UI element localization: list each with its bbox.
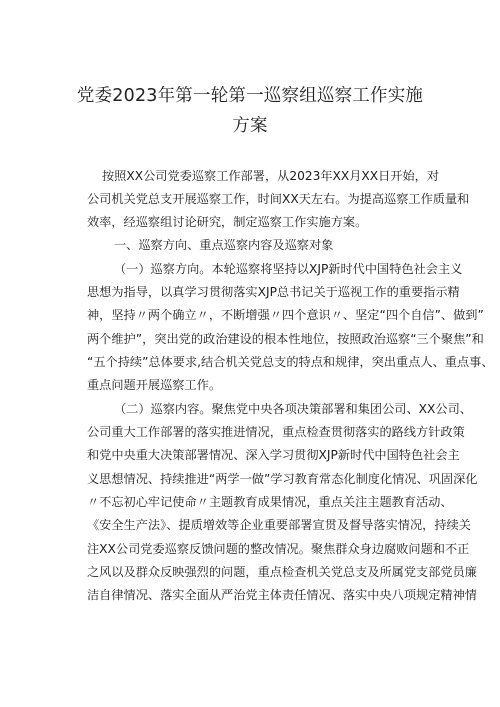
body-line: 洁自律情况、落实全面从严治党主体责任情况、落实中央八项规定精神情: [87, 588, 477, 602]
body-line: 之风以及群众反映强烈的问题，重点检查机关党总支及所属党支部党员廉: [87, 565, 477, 579]
body-line: 按照XX公司党委巡察工作部署，从2023年XX月XX日开始，对: [102, 169, 440, 183]
body-line: 〃不忘初心牢记使命〃主题教育成果情况，重点关注主题教育活动、: [87, 495, 453, 509]
document-title-line-1: 党委2023年第一轮第一巡察组巡察工作实施: [76, 86, 424, 106]
body-line: 重点问题开展巡察工作。: [87, 378, 222, 392]
document-title-line-2: 方案: [232, 116, 268, 136]
body-line: 公司重大工作部署的落实推进情况，重点检查贯彻落实的路线方针政策: [87, 425, 465, 439]
body-line: 效率，经巡察组讨论研究，制定巡察工作实施方案。: [87, 215, 368, 229]
section-heading: 一、巡察方向、重点巡察内容及巡察对象: [114, 238, 334, 252]
body-line: 两个维护”，突出党的政治建设的根本性地位，按照政治巡察“三个聚焦”和: [87, 332, 484, 346]
body-line: “五个持续”总体要求,结合机关党总支的特点和规律，突出重点人、重点事、: [87, 355, 494, 369]
body-line: 公司机关党总支开展巡察工作，时间XX天左右。为提高巡察工作质量和: [87, 192, 470, 206]
body-line: 思想为指导，以真学习贯彻落实XJP总书记关于巡视工作的重要指示精: [87, 285, 460, 299]
body-line: 注XX公司党委巡察反馈问题的整改情况。聚焦群众身边腐败问题和不正: [87, 542, 470, 556]
body-line: 神，坚持〃两个确立〃，不断增强〃四个意识〃、坚定“四个自信”、做到”: [87, 308, 484, 322]
body-line: （一）巡察方向。本轮巡察将坚持以XJP新时代中国特色社会主义: [114, 262, 463, 276]
body-line: 义思想情况、持续推进“两学一做”学习教育常态化制度化情况、巩固深化: [87, 472, 478, 486]
body-line: （二）巡察内容。聚焦党中央各项决策部署和集团公司、XX公司、: [114, 402, 472, 416]
body-line: 和党中央重大决策部署情况、深入学习贯彻XJP新时代中国特色社会主: [87, 448, 460, 462]
body-line: 《安全生产法》、提质增效等企业重要部署宣贯及督导落实情况，持续关: [87, 518, 471, 532]
